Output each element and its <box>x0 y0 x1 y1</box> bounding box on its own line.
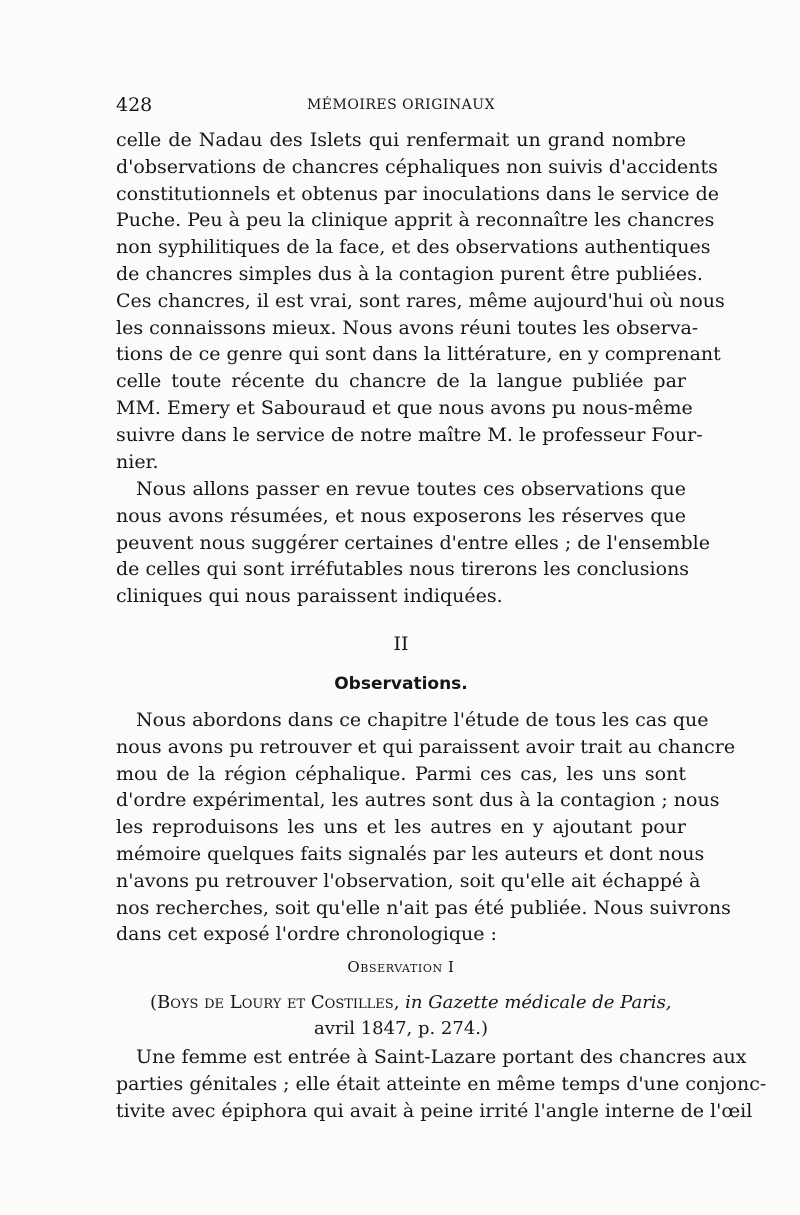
text-line: tivite avec épiphora qui avait à peine irrité l'angle interne de l'œil <box>116 1099 753 1122</box>
text-line: de celles qui sont irréfutables nous tirerons les conclusions <box>116 558 690 581</box>
observation-heading: Observation I <box>347 958 455 976</box>
paragraph-1 <box>116 127 725 475</box>
text-line: non syphilitiques de la face, et des observations authentiques <box>116 236 711 259</box>
text-line: suivre dans le service de notre maître M. le professeur Four- <box>116 423 703 446</box>
paragraph-4 <box>116 1044 767 1124</box>
running-title: MÉMOIRES ORIGINAUX <box>306 97 496 113</box>
text-line: parties génitales ; elle était atteinte en même temps d'une conjonc- <box>116 1072 767 1095</box>
observation-citation <box>116 990 686 1042</box>
text-line: Nous allons passer en revue toutes ces observations que <box>136 478 686 500</box>
text-line: d'ordre expérimental, les autres sont dus à la contagion ; nous <box>116 789 720 812</box>
text-line: les reproduisons les uns et les autres en y ajoutant pour <box>116 816 686 839</box>
text-line: nous avons pu retrouver et qui paraissent avoir trait au chancre <box>116 735 736 758</box>
text-line: nier. <box>116 450 159 473</box>
paragraph-3 <box>116 707 736 948</box>
paragraph-2 <box>116 476 710 610</box>
text-line: nous avons résumées, et nous exposerons les réserves que <box>116 504 686 527</box>
text-line: mou de la région céphalique. Parmi ces cas, les uns sont <box>116 762 686 785</box>
text-line: constitutionnels et obtenus par inoculations dans le service de <box>116 182 719 205</box>
citation-authors: Boys de Loury et Costilles, <box>157 992 400 1013</box>
text-line: Ces chancres, il est vrai, sont rares, même aujourd'hui où nous <box>116 289 725 312</box>
section-title: Observations. <box>334 674 468 694</box>
text-line: les connaissons mieux. Nous avons réuni toutes les observa- <box>116 316 699 339</box>
citation-journal: in Gazette médicale de Paris, <box>405 992 672 1013</box>
text-line: n'avons pu retrouver l'observation, soit qu'elle ait échappé à <box>116 869 701 892</box>
text-line: Puche. Peu à peu la clinique apprit à reconnaître les chancres <box>116 209 715 232</box>
text-line: MM. Emery et Sabouraud et que nous avons pu nous-même <box>116 396 693 419</box>
citation-date: avril 1847, p. 274.) <box>313 1018 489 1039</box>
text-line: de chancres simples dus à la contagion purent être publiées. <box>116 262 703 285</box>
section-numeral: II <box>393 633 409 655</box>
text-line: celle de Nadau des Islets qui renfermait un grand nombre <box>116 129 686 151</box>
text-line: mémoire quelques faits signalés par les auteurs et dont nous <box>116 842 705 865</box>
text-line: peuvent nous suggérer certaines d'entre elles ; de l'ensemble <box>116 531 710 554</box>
text-line: celle toute récente du chancre de la langue publiée par <box>116 370 686 393</box>
text-line: Nous abordons dans ce chapitre l'étude de tous les cas que <box>136 709 709 731</box>
text-line: tions de ce genre qui sont dans la littérature, en y comprenant <box>116 343 721 366</box>
citation-line-1 <box>116 990 686 1016</box>
text-line: dans cet exposé l'ordre chronologique : <box>116 923 497 946</box>
page-number: 428 <box>116 94 153 116</box>
page-header <box>116 94 686 120</box>
text-line: nos recherches, soit qu'elle n'ait pas été publiée. Nous suivrons <box>116 896 731 919</box>
citation-paren: ( <box>150 992 158 1013</box>
text-line: d'observations de chancres céphaliques non suivis d'accidents <box>116 155 718 178</box>
text-line: cliniques qui nous paraissent indiquées. <box>116 585 503 608</box>
text-line: Une femme est entrée à Saint-Lazare portant des chancres aux <box>136 1046 747 1068</box>
